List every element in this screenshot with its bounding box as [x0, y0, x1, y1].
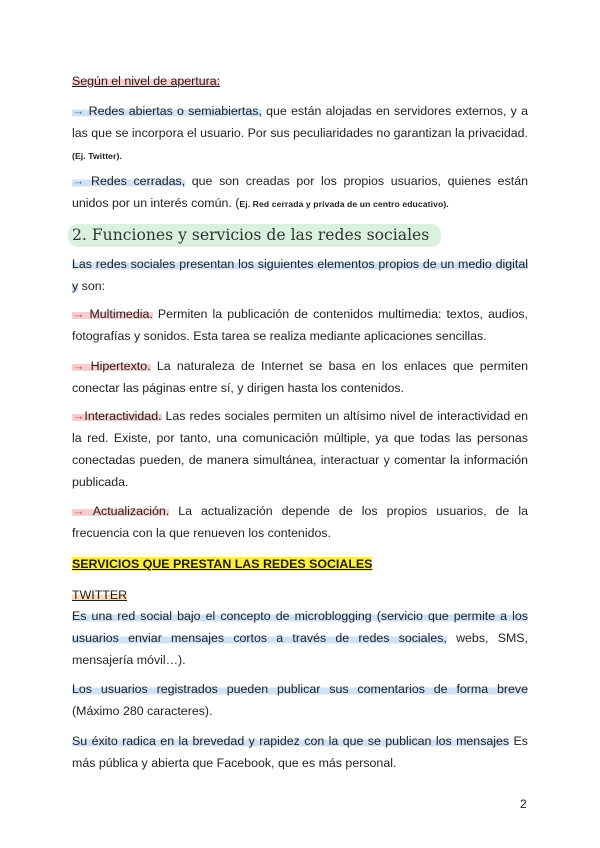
page-number: 2	[520, 797, 527, 811]
section-2-intro-highlight: Las redes sociales presentan los siguientes elementos propios de un medio digital y	[72, 257, 528, 293]
item-interactividad-text: Las redes sociales permiten un altísimo nivel de interactividad en la red. Existe, por tanto, una comunicación múltiple, ya que todas las personas conectadas pueden, de manera simultánea, interactuar y comentar la información publicada.	[72, 409, 528, 489]
redes-abiertas-term-wrap	[72, 104, 262, 118]
arrow-right-icon: →	[72, 307, 85, 321]
twitter-p3-highlight: Su éxito radica en la brevedad y rapidez con la que se publican los mensajes	[72, 734, 510, 748]
arrow-right-icon: →	[72, 174, 85, 188]
paragraph-redes-cerradas	[72, 170, 528, 215]
arrow-right-icon: →	[72, 409, 85, 423]
redes-cerradas-term-wrap	[72, 174, 185, 188]
item-multimedia	[72, 303, 528, 347]
section-2-intro	[72, 253, 528, 297]
section-2-heading-text: 2. Funciones y servicios de las redes sociales	[68, 224, 441, 247]
item-hipertexto-term-wrap	[72, 359, 151, 373]
item-hipertexto	[72, 355, 528, 399]
redes-cerradas-text: que son creadas por los propios usuarios, quienes están unidos por un interés común. (	[72, 174, 528, 210]
item-multimedia-text: Permiten la publicación de contenidos multimedia: textos, audios, fotografías y sonidos. Esta tarea se realiza mediante aplicaciones sencillas.	[72, 307, 528, 343]
redes-abiertas-note: (Ej. Twitter).	[72, 151, 122, 161]
item-actualizacion-term-wrap	[72, 504, 169, 518]
arrow-right-icon: →	[72, 104, 85, 118]
twitter-p3-rest: Es más pública y abierta que Facebook, que es más personal.	[72, 734, 528, 770]
twitter-p2-rest: (Máximo 280 caracteres).	[72, 704, 213, 718]
item-multimedia-term-wrap	[72, 307, 153, 321]
item-actualizacion	[72, 500, 528, 544]
item-multimedia-term: Multimedia.	[89, 307, 153, 321]
twitter-paragraph-1	[72, 605, 528, 671]
twitter-title-text: TWITTER	[72, 588, 128, 602]
paragraph-redes-abiertas	[72, 100, 528, 167]
item-interactividad-term-wrap	[72, 409, 162, 423]
item-interactividad	[72, 405, 528, 493]
twitter-title	[72, 584, 528, 606]
servicios-heading	[72, 553, 528, 575]
twitter-p1-rest: webs, SMS, mensajería móvil…).	[72, 631, 528, 667]
redes-abiertas-text: que están alojadas en servidores externos, y a las que se incorpora el usuario. Por sus peculiaridades no garantizan la privacidad.	[72, 104, 528, 140]
item-hipertexto-text: La naturaleza de Internet se basa en los enlaces que permiten conectar las páginas entre sí, y dirigen hasta los contenidos.	[72, 359, 528, 395]
arrow-right-icon: →	[72, 504, 85, 518]
item-hipertexto-term: Hipertexto.	[90, 359, 151, 373]
section-2-intro-rest: son:	[81, 279, 106, 293]
item-interactividad-term: Interactividad.	[84, 409, 162, 423]
twitter-p2-highlight: Los usuarios registrados pueden publicar sus comentarios de forma breve	[72, 682, 528, 696]
section-2-heading	[72, 223, 441, 247]
arrow-right-icon: →	[72, 359, 85, 373]
apertura-title	[72, 70, 528, 92]
item-actualizacion-term: Actualización.	[92, 504, 170, 518]
twitter-paragraph-3	[72, 730, 528, 774]
redes-cerradas-note: Ej. Red cerrada y privada de un centro educativo).	[239, 199, 449, 209]
item-actualizacion-text: La actualización depende de los propios usuarios, de la frecuencia con la que renueven los contenidos.	[72, 504, 528, 540]
redes-abiertas-term: Redes abiertas o semiabiertas,	[88, 104, 262, 118]
redes-cerradas-term: Redes cerradas,	[91, 174, 186, 188]
twitter-p1-highlight: Es una red social bajo el concepto de microblogging (servicio que permite a los usuarios enviar mensajes cortos a través de redes sociales,	[72, 609, 528, 645]
twitter-paragraph-2	[72, 678, 528, 722]
apertura-title-text: Según el nivel de apertura:	[72, 74, 221, 88]
servicios-heading-text: SERVICIOS QUE PRESTAN LAS REDES SOCIALES	[72, 557, 373, 571]
